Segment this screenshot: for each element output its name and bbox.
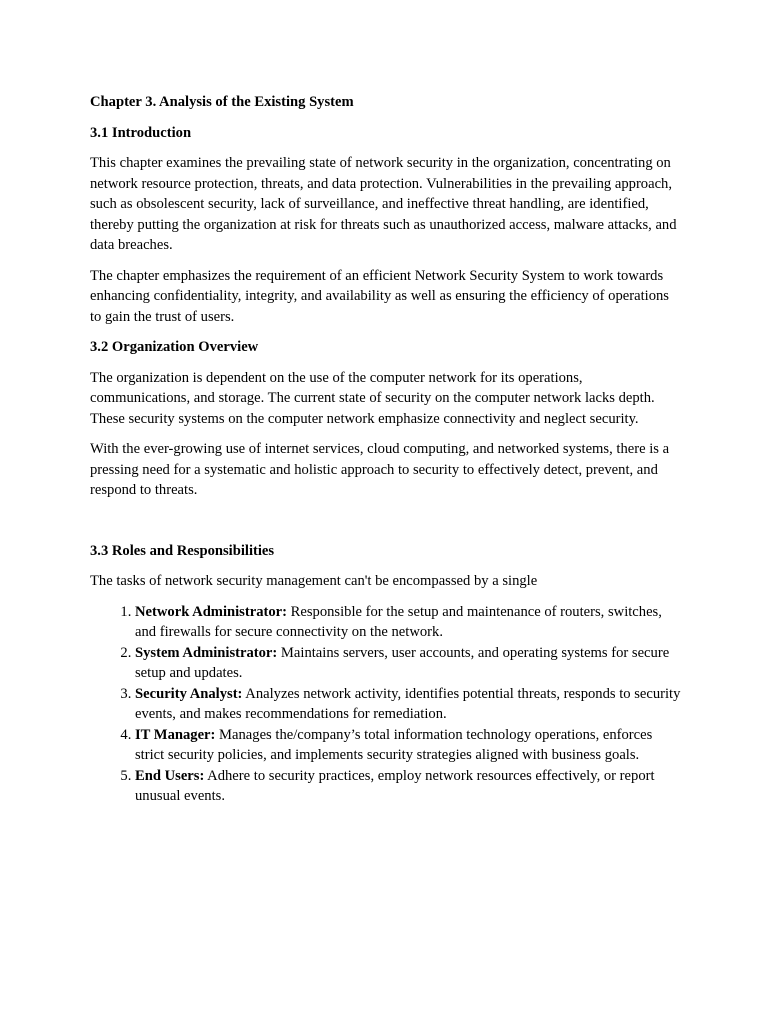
introduction-paragraph-2: The chapter emphasizes the requirement of an efficient Network Security System to work towards enhancing confidentiality, integrity, and availability as well as ensuring the efficiency of operations to gain the trust of users. <box>90 267 669 325</box>
role-title: Network Administrator: <box>135 603 287 620</box>
section-heading-organization-overview: 3.2 Organization Overview <box>90 339 259 355</box>
organization-paragraph-1: The organization is dependent on the use of the computer network for its operations, communications, and storage. The current state of security on the computer network lacks depth. These security systems on the computer network emphasize connectivity and neglect security. <box>90 369 655 427</box>
role-description: Manages the/company’s total information technology operations, enforces strict security policies, and implements security strategies aligned with business goals. <box>135 726 653 763</box>
roles-list <box>90 602 682 807</box>
section-heading-introduction: 3.1 Introduction <box>90 124 192 141</box>
role-title: Security Analyst: <box>135 685 243 702</box>
document-page <box>90 92 682 807</box>
introduction-paragraph-1: This chapter examines the prevailing state of network security in the organization, concentrating on network resource protection, threats, and data protection. Vulnerabilities in the prevailing approach, such as obsolescent security, lack of surveillance, and ineffective threat handling, are identified, thereby putting the organization at risk for threats such as unauthorized access, malware attacks, and data breaches. <box>90 155 677 253</box>
role-title: End Users: <box>135 767 205 784</box>
role-title: System Administrator: <box>135 644 278 661</box>
list-item <box>135 766 682 807</box>
role-description: Adhere to security practices, employ network resources effectively, or report unusual events. <box>135 767 655 804</box>
roles-intro-paragraph: The tasks of network security management can't be encompassed by a single <box>90 573 538 589</box>
organization-paragraph-2: With the ever-growing use of internet services, cloud computing, and networked systems, there is a pressing need for a systematic and holistic approach to security to effectively detect, prevent, and respond to threats. <box>90 441 670 498</box>
section-heading-roles: 3.3 Roles and Responsibilities <box>90 542 275 559</box>
section-spacer <box>90 511 682 541</box>
list-item <box>135 602 682 643</box>
chapter-title: Chapter 3. Analysis of the Existing System <box>90 94 354 110</box>
role-description: Analyzes network activity, identifies potential threats, responds to security events, and makes recommendations for remediation. <box>135 685 681 722</box>
list-item <box>135 725 682 766</box>
role-description: Maintains servers, user accounts, and operating systems for secure setup and updates. <box>135 644 670 681</box>
role-description: Responsible for the setup and maintenance of routers, switches, and firewalls for secure connectivity on the network. <box>135 603 662 640</box>
list-item <box>135 643 682 684</box>
list-item <box>135 684 682 725</box>
role-title: IT Manager: <box>135 726 216 743</box>
